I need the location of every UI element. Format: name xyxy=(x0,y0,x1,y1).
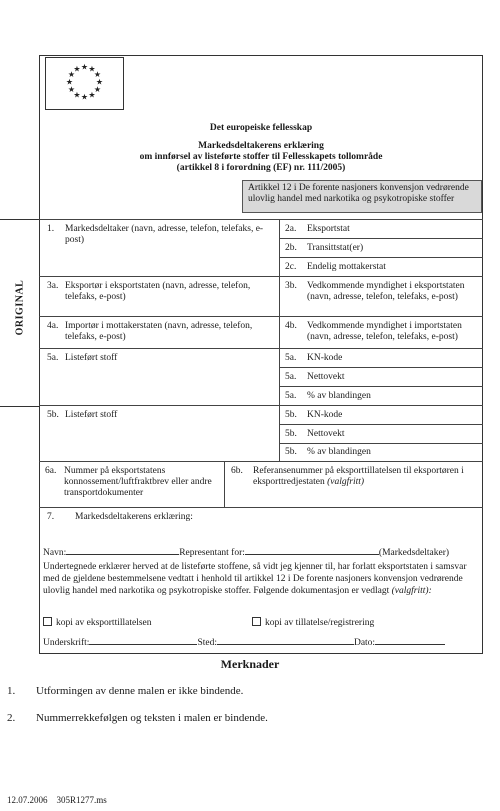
box-5a-net xyxy=(285,372,480,383)
box-2b xyxy=(285,243,480,254)
remarks-title: Merknader xyxy=(220,657,280,671)
box-3a-number: 3a. xyxy=(47,281,59,291)
box-1-label: Markedsdeltaker (navn, adresse, telefon, telefaks, e-post) xyxy=(65,224,264,245)
svg-text:★: ★ xyxy=(88,64,96,74)
box-6b-label: Referansenummer på eksporttillatelsen til eksportøren i eksporttredjestaten xyxy=(253,466,464,487)
form-subtitle-2: om innførsel av listeførte stoffer til Fellesskapets tollområde xyxy=(139,152,383,162)
box-3b xyxy=(285,281,480,303)
box-6b-number: 6b. xyxy=(231,466,243,476)
box-6a-label: Nummer på eksportstatens konnossement/luftfraktbrev eller andre transportdokumenter xyxy=(64,466,212,498)
rep-suffix: (Markedsdeltaker) xyxy=(378,548,450,558)
box-5a-pct-label: % av blandingen xyxy=(307,391,371,401)
box-6b-optional: (valgfritt) xyxy=(327,477,365,487)
box-2a xyxy=(285,224,480,235)
svg-text:★: ★ xyxy=(67,85,76,94)
footer-date: 12.07.2006 xyxy=(7,795,48,805)
box-4a xyxy=(47,321,277,343)
divider xyxy=(39,405,483,406)
box-5b-net-number: 5b. xyxy=(285,429,297,439)
date-label: Dato: xyxy=(353,638,376,648)
form-subtitle-3: (artikkel 8 i forordning (EF) nr. 111/2005) xyxy=(176,163,346,173)
rep-field[interactable] xyxy=(245,545,379,555)
column-divider xyxy=(224,461,225,507)
remark-item xyxy=(7,685,15,698)
declaration-text: Undertegnede erklærer herved at de listeførte stoffene, så vidt jeg kjenner til, har forlatt eksportstaten i samsvar med de gjeldene bestemmelsene vedtatt i henhold til artikkel 12 i De forente nasjoners konvensjon vedrørende ulovlig handel med narkotika og psykotropiske stoffer. Følgende dokumentasjon er vedlagt xyxy=(43,562,467,596)
footer-ref: 305R1277.ms xyxy=(56,795,107,805)
box-1 xyxy=(47,224,277,246)
divider xyxy=(39,219,483,220)
divider xyxy=(279,238,483,239)
divider xyxy=(279,443,483,444)
remark-number: 2. xyxy=(7,712,16,724)
box-5b-kn-label: KN-kode xyxy=(307,410,343,420)
remark-text: Utformingen av denne malen er ikke bindende. xyxy=(36,685,244,697)
box-5b-net-label: Nettovekt xyxy=(307,429,345,439)
place-field[interactable] xyxy=(217,635,354,645)
box-5a-label: Listeført stoff xyxy=(65,353,118,363)
remark-text: Nummerrekkefølgen og teksten i malen er bindende. xyxy=(36,712,268,724)
checkbox-registration-box[interactable] xyxy=(252,617,261,626)
declaration-optional: (valgfritt): xyxy=(391,586,432,596)
box-2c-number: 2c. xyxy=(285,262,297,272)
box-2c xyxy=(285,262,480,273)
box-2b-number: 2b. xyxy=(285,243,297,253)
remark-item xyxy=(7,712,15,725)
box-4a-label: Importør i mottakerstaten (navn, adresse, telefon, telefaks, e-post) xyxy=(65,321,253,342)
place-label: Sted: xyxy=(197,638,217,648)
box-5b-net xyxy=(285,429,480,440)
box-3b-label: Vedkommende myndighet i eksportstaten (navn, adresse, telefon, telefaks, e-post) xyxy=(307,281,465,302)
box-7-number: 7. xyxy=(47,512,55,522)
divider xyxy=(279,367,483,368)
form-title: Det europeiske fellesskap xyxy=(209,123,313,133)
signature-field[interactable] xyxy=(89,635,197,645)
box-4b xyxy=(285,321,481,343)
box-1-number: 1. xyxy=(47,224,55,234)
box-4a-number: 4a. xyxy=(47,321,59,331)
box-5b-pct-number: 5b. xyxy=(285,447,297,457)
box-5b-number: 5b. xyxy=(47,410,59,420)
box-5a xyxy=(47,353,277,364)
rep-label: Representant for: xyxy=(179,548,245,558)
declaration-body xyxy=(43,561,481,597)
box-5b xyxy=(47,410,277,421)
box-5a-kn-number: 5a. xyxy=(285,353,297,363)
name-rep-row xyxy=(43,545,483,559)
box-5a-pct xyxy=(285,391,480,402)
divider xyxy=(39,348,483,349)
box-2a-number: 2a. xyxy=(285,224,297,234)
footer xyxy=(7,795,107,805)
signature-row xyxy=(43,635,483,649)
box-4b-label: Vedkommende myndighet i importstaten (navn, adresse, telefon, telefaks, e-post) xyxy=(307,321,462,342)
box-5a-net-number: 5a. xyxy=(285,372,297,382)
eu-stars-icon xyxy=(46,58,123,109)
checkbox-registration-label: kopi av tillatelse/registrering xyxy=(265,618,375,628)
svg-text:★: ★ xyxy=(65,77,74,87)
checkbox-export-permit-box[interactable] xyxy=(43,617,52,626)
box-3b-number: 3b. xyxy=(285,281,297,291)
box-3a xyxy=(47,281,277,303)
box-6a-number: 6a. xyxy=(45,466,57,476)
svg-text:★: ★ xyxy=(80,92,89,102)
box-5a-kn xyxy=(285,353,480,364)
box-7-label: Markedsdeltakerens erklæring: xyxy=(75,512,193,522)
name-label: Navn: xyxy=(43,548,67,558)
checkbox-export-permit-label: kopi av eksporttillatelsen xyxy=(56,618,152,628)
box-5b-label: Listeført stoff xyxy=(65,410,118,420)
checkbox-registration[interactable] xyxy=(252,617,374,629)
eu-flag-logo xyxy=(45,57,124,110)
original-side-label: ORIGINAL xyxy=(14,279,26,336)
box-5b-kn xyxy=(285,410,480,421)
box-6b xyxy=(231,466,481,488)
svg-text:★: ★ xyxy=(95,77,104,87)
article12-note: Artikkel 12 i De forente nasjoners konvensjon vedrørende ulovlig handel med narkotika og psykotropiske stoffer xyxy=(242,180,482,213)
divider xyxy=(279,386,483,387)
box-3a-label: Eksportør i eksportstaten (navn, adresse, telefon, telefaks, e-post) xyxy=(65,281,251,302)
svg-text:★: ★ xyxy=(67,70,76,79)
form-subtitle-1: Markedsdeltakerens erklæring xyxy=(198,141,324,151)
divider xyxy=(39,461,483,462)
checkbox-export-permit[interactable] xyxy=(43,617,152,629)
remark-number: 1. xyxy=(7,685,16,697)
box-2c-label: Endelig mottakerstat xyxy=(307,262,386,272)
box-5a-pct-number: 5a. xyxy=(285,391,297,401)
divider xyxy=(279,424,483,425)
box-6a xyxy=(45,466,222,499)
box-5b-pct xyxy=(285,447,480,458)
box-5b-pct-label: % av blandingen xyxy=(307,447,371,457)
divider xyxy=(39,507,483,508)
box-4b-number: 4b. xyxy=(285,321,297,331)
box-5a-number: 5a. xyxy=(47,353,59,363)
svg-text:★: ★ xyxy=(73,64,81,74)
divider xyxy=(39,276,483,277)
box-2b-label: Transittstat(er) xyxy=(307,243,364,253)
box-5a-kn-label: KN-kode xyxy=(307,353,343,363)
box-7 xyxy=(47,512,477,523)
svg-text:★: ★ xyxy=(93,85,102,94)
divider xyxy=(279,257,483,258)
date-field[interactable] xyxy=(375,635,445,645)
name-field[interactable] xyxy=(66,545,179,555)
signature-label: Underskrift: xyxy=(43,638,90,648)
svg-text:★: ★ xyxy=(93,70,102,79)
svg-text:★: ★ xyxy=(88,90,96,100)
box-5a-net-label: Nettovekt xyxy=(307,372,345,382)
svg-text:★: ★ xyxy=(80,62,89,72)
box-5b-kn-number: 5b. xyxy=(285,410,297,420)
divider xyxy=(39,316,483,317)
svg-text:★: ★ xyxy=(73,90,81,100)
box-2a-label: Eksportstat xyxy=(307,224,350,234)
